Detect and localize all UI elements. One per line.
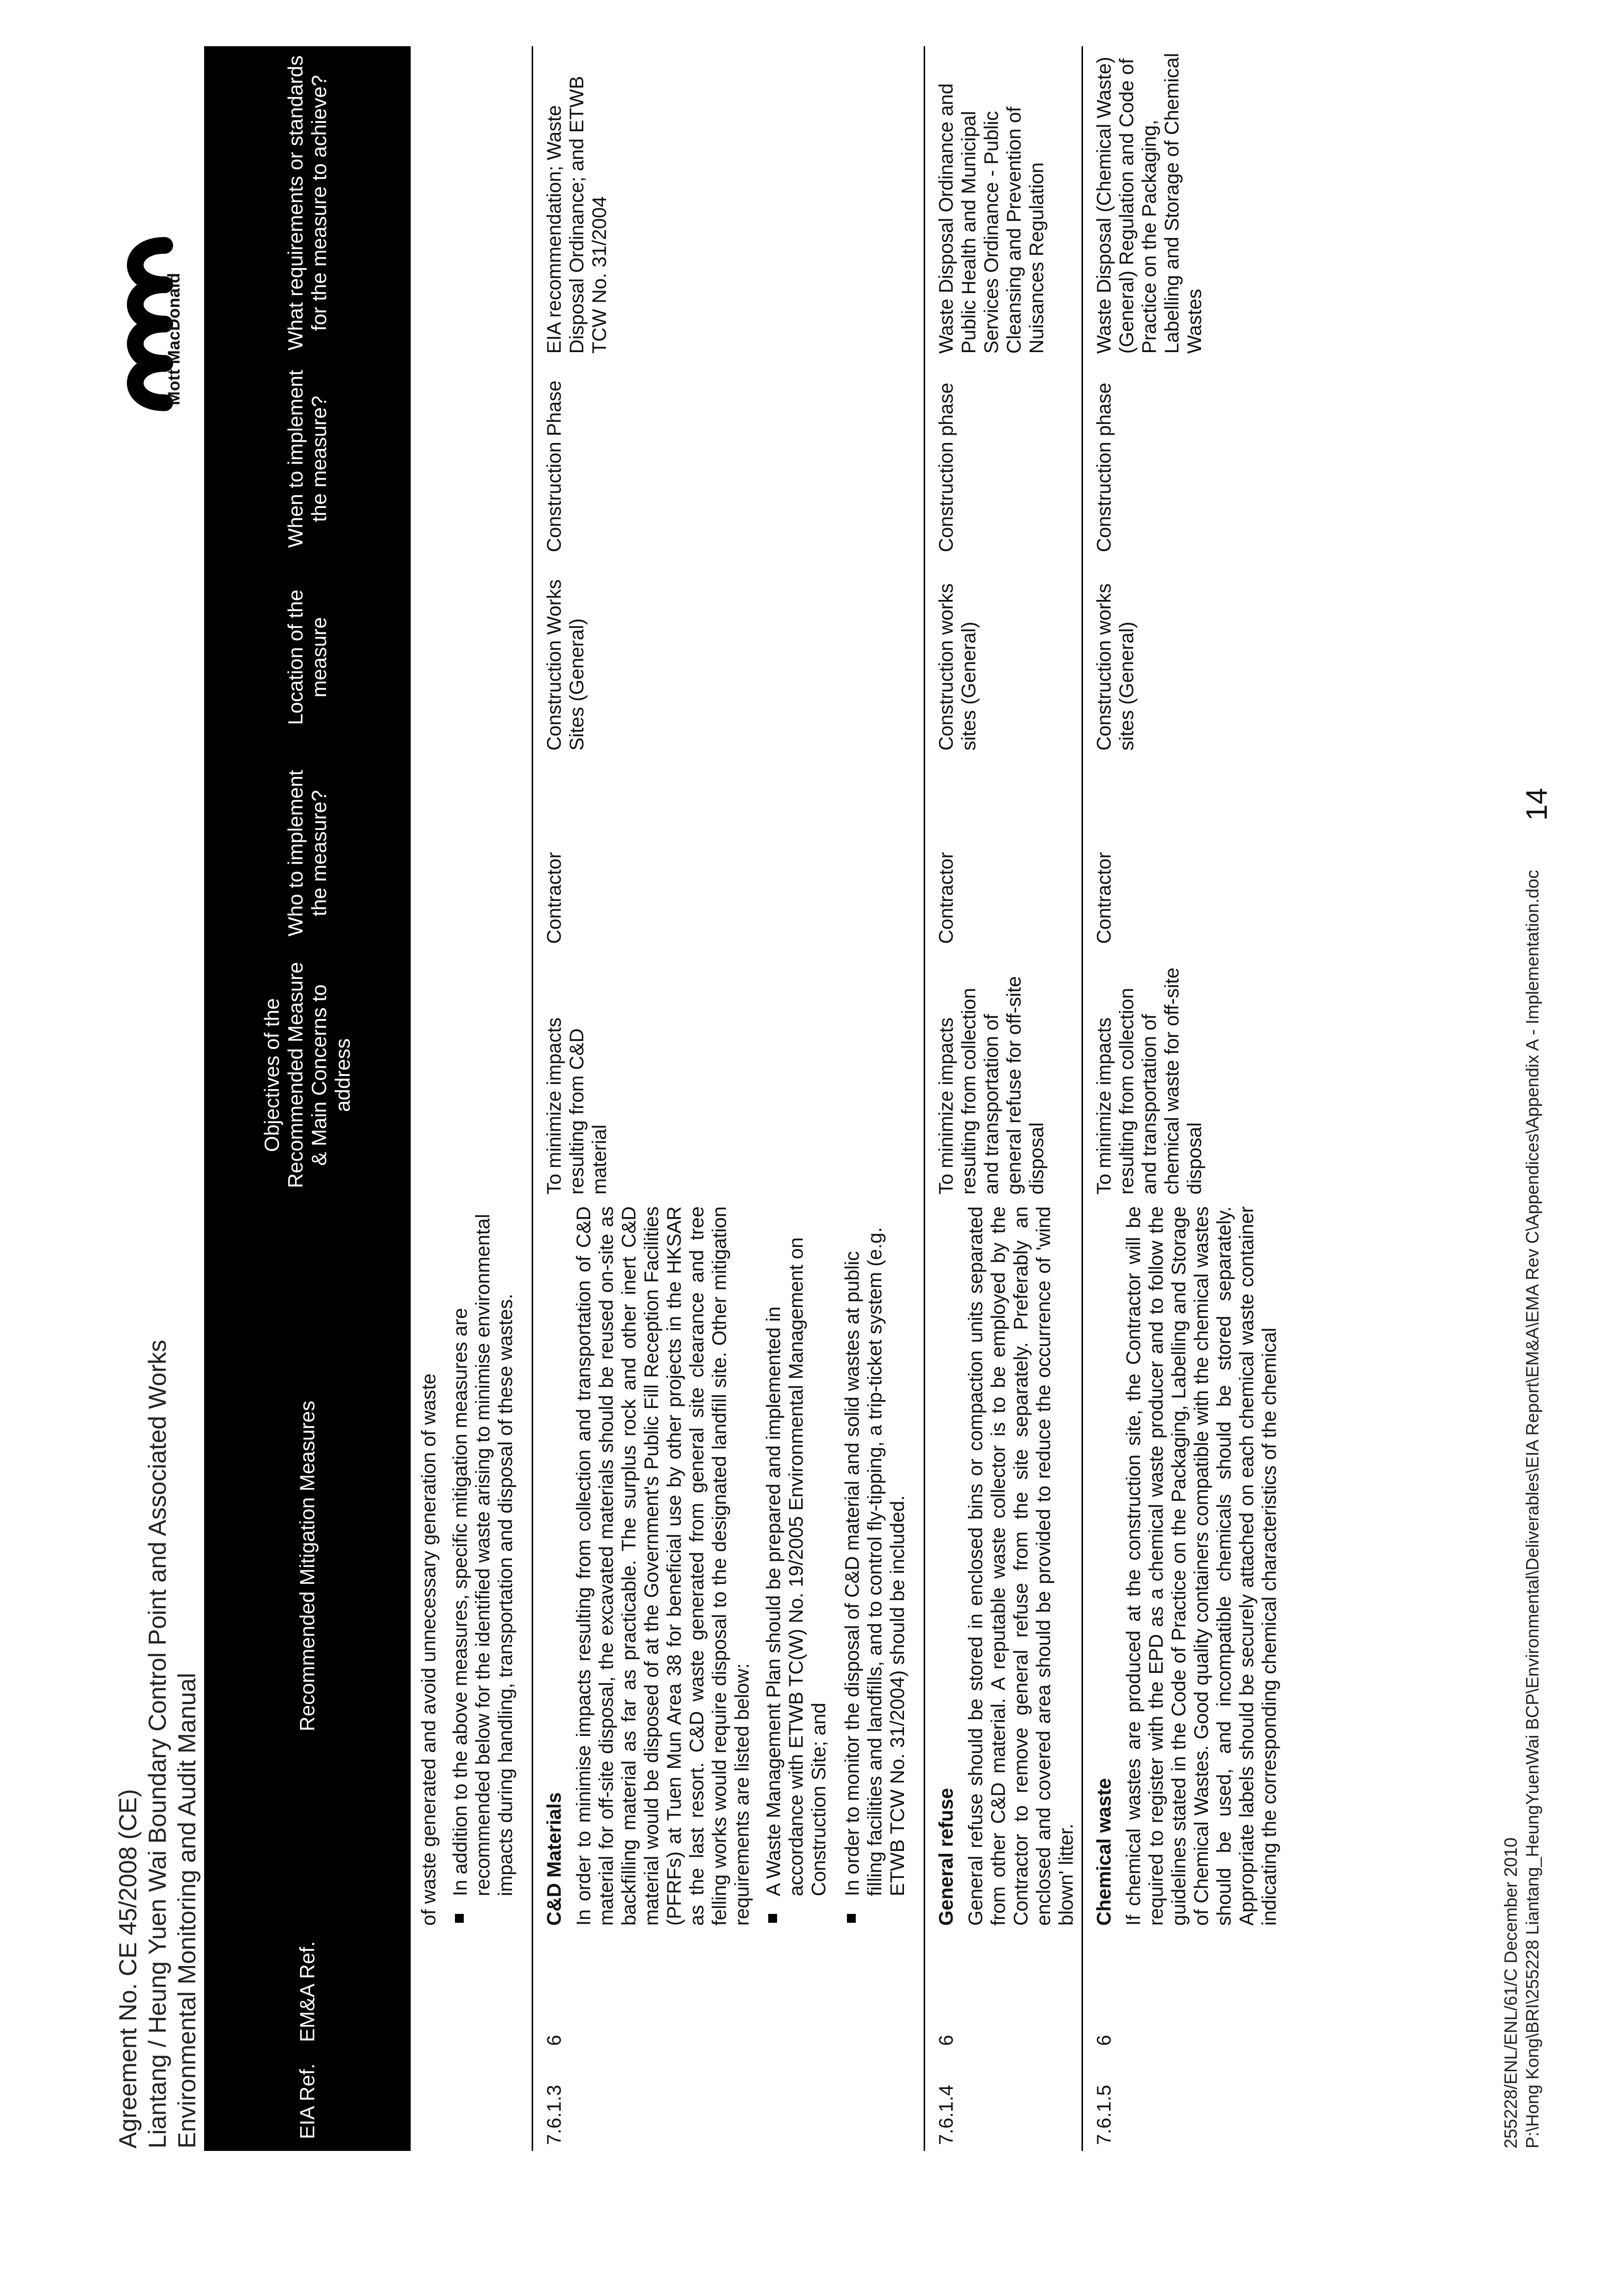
table-header-row	[204, 46, 411, 2151]
logo-wordmark: Mott MacDonald	[165, 272, 183, 405]
when-cell: Construction phase	[925, 359, 1083, 558]
location-cell: Construction Works Sites (General)	[533, 558, 925, 757]
location-cell: Construction works sites (General)	[1083, 558, 1285, 757]
mitigation-cell	[533, 1200, 925, 1932]
list-item: In addition to the above measures, specific mitigation measures are recommended below for the identified waste arising to minimise environmental impacts during handling, transportation and disposal of these wastes.	[449, 1206, 517, 1926]
header-ema-ref: EM&A Ref.	[204, 1932, 411, 2052]
eia-ref: 7.6.1.5	[1083, 2052, 1285, 2151]
mitigation-body: General refuse should be stored in enclosed bins or compaction units separated from other C&D material. A reputable waste collector is to be employed by the Contractor to remove general refuse from the site separately. Preferably an enclosed and covered area should be provided to reduce the occurrence of 'wind blown' litter.	[965, 1206, 1077, 1926]
requirements-cell: Waste Disposal Ordinance and Public Health and Municipal Services Ordinance - Public Cleansing and Prevention of Nuisances Regulation	[925, 46, 1083, 359]
bullet-square-icon	[455, 1914, 464, 1923]
eia-ref: 7.6.1.4	[925, 2052, 1083, 2151]
mitigation-body: In order to minimise impacts resulting from collection and transportation of C&D material for off-site disposal, the excavated materials should be reused on-site as backfilling material as far as practicable. The surplus rock and other inert C&D material would be disposed of at the Government's Public Fill Reception Facilities (PFRFs) at Tuen Mun Area 38 for beneficial use by other projects in the HKSAR as the last resort. C&D waste generated from general site clearance and tree felling works would require disposal to the designated landfill site. Other mitigation requirements are listed below:	[573, 1206, 753, 1926]
manual-title: Environmental Monitoring and Audit Manual	[173, 1672, 201, 2148]
mitigation-title: C&D Materials	[543, 1792, 565, 1926]
continuation-bullets	[449, 1206, 517, 1926]
who-cell: Contractor	[533, 756, 925, 950]
document-footer	[1500, 870, 1543, 2148]
header-location: Location of the measure	[204, 558, 411, 757]
who-cell: Contractor	[925, 756, 1083, 950]
table-row	[925, 46, 1083, 2151]
mitigation-cell	[925, 1200, 1083, 1932]
continuation-cell	[411, 1200, 533, 1932]
objectives-cell: To minimize impacts resulting from C&D material	[533, 950, 925, 1200]
requirements-cell: Waste Disposal (Chemical Waste) (General) Regulation and Code of Practice on the Packaging, Labelling and Storage of Chemical Wastes	[1083, 46, 1285, 359]
list-item: In order to monitor the disposal of C&D material and solid wastes at public filling facilities and landfills, and to control fly-tipping, a trip-ticket system (e.g. ETWB TCW No. 31/2004) should be included.	[841, 1206, 909, 1926]
eia-ref: 7.6.1.3	[533, 2052, 925, 2151]
header-mitigation: Recommended Mitigation Measures	[204, 1200, 411, 1932]
requirements-cell: EIA recommendation; Waste Disposal Ordinance; and ETWB TCW No. 31/2004	[533, 46, 925, 359]
header-objectives: Objectives of the Recommended Measure & Main Concerns to address	[204, 950, 411, 1200]
bullet-square-icon	[768, 1914, 777, 1923]
table-row	[533, 46, 925, 2151]
project-title: Liantang / Heung Yuen Wai Boundary Control Point and Associated Works	[144, 1340, 171, 2148]
ema-ref: 6	[925, 1932, 1083, 2052]
mitigation-title: Chemical waste	[1093, 1778, 1115, 1926]
list-item: A Waste Management Plan should be prepared and implemented in accordance with ETWB TC(W) No. 19/2005 Environmental Management on Construction Site; and	[762, 1206, 830, 1926]
when-cell: Construction Phase	[533, 359, 925, 558]
header-eia-ref: EIA Ref.	[204, 2052, 411, 2151]
page-number: 14	[1520, 788, 1553, 821]
document-reference: 255228/ENL/ENL/61/C December 2010	[1501, 1837, 1521, 2148]
table-row	[1083, 46, 1285, 2151]
mitigation-cell	[1083, 1200, 1285, 1932]
header-requirements: What requirements or standards for the measure to achieve?	[204, 46, 411, 359]
location-cell: Construction works sites (General)	[925, 558, 1083, 757]
mitigation-title: General refuse	[935, 1788, 957, 1926]
table-row-continuation	[411, 46, 533, 2151]
who-cell: Contractor	[1083, 756, 1285, 950]
agreement-number: Agreement No. CE 45/2008 (CE)	[114, 1789, 142, 2148]
header-who: Who to implement the measure?	[204, 756, 411, 950]
mitigation-bullets	[762, 1206, 909, 1926]
implementation-schedule-table	[204, 46, 1285, 2151]
objectives-cell: To minimize impacts resulting from collection and transportation of chemical waste for off-site disposal	[1083, 950, 1285, 1200]
ema-ref: 6	[533, 1932, 925, 2052]
objectives-cell: To minimize impacts resulting from collection and transportation of general refuse for off-site disposal	[925, 950, 1083, 1200]
ema-ref: 6	[1083, 1932, 1285, 2052]
bullet-square-icon	[847, 1914, 856, 1923]
when-cell: Construction phase	[1083, 359, 1285, 558]
mitigation-body: If chemical wastes are produced at the construction site, the Contractor will be required to register with the EPD as a chemical waste producer and to follow the guidelines stated in the Code of Practice on the Packaging, Labelling and Storage of Chemical Wastes. Good quality containers compatible with the chemical wastes should be used, and incompatible chemicals should be stored separately. Appropriate labels should be securely attached on each chemical waste container indicating the corresponding chemical characteristics of the chemical	[1123, 1206, 1280, 1926]
header-when: When to implement the measure?	[204, 359, 411, 558]
continuation-text: of waste generated and avoid unnecessary generation of waste	[418, 1373, 440, 1926]
file-path: P:\Hong Kong\BRI\255228 Liantang_HeungYuenWai BCP\Environmental\Deliverables\EIA Report\EM&A\EMA Rev C\Appendices\Appendix A - Implementation.doc	[1522, 869, 1542, 2148]
document-header	[113, 1340, 202, 2148]
